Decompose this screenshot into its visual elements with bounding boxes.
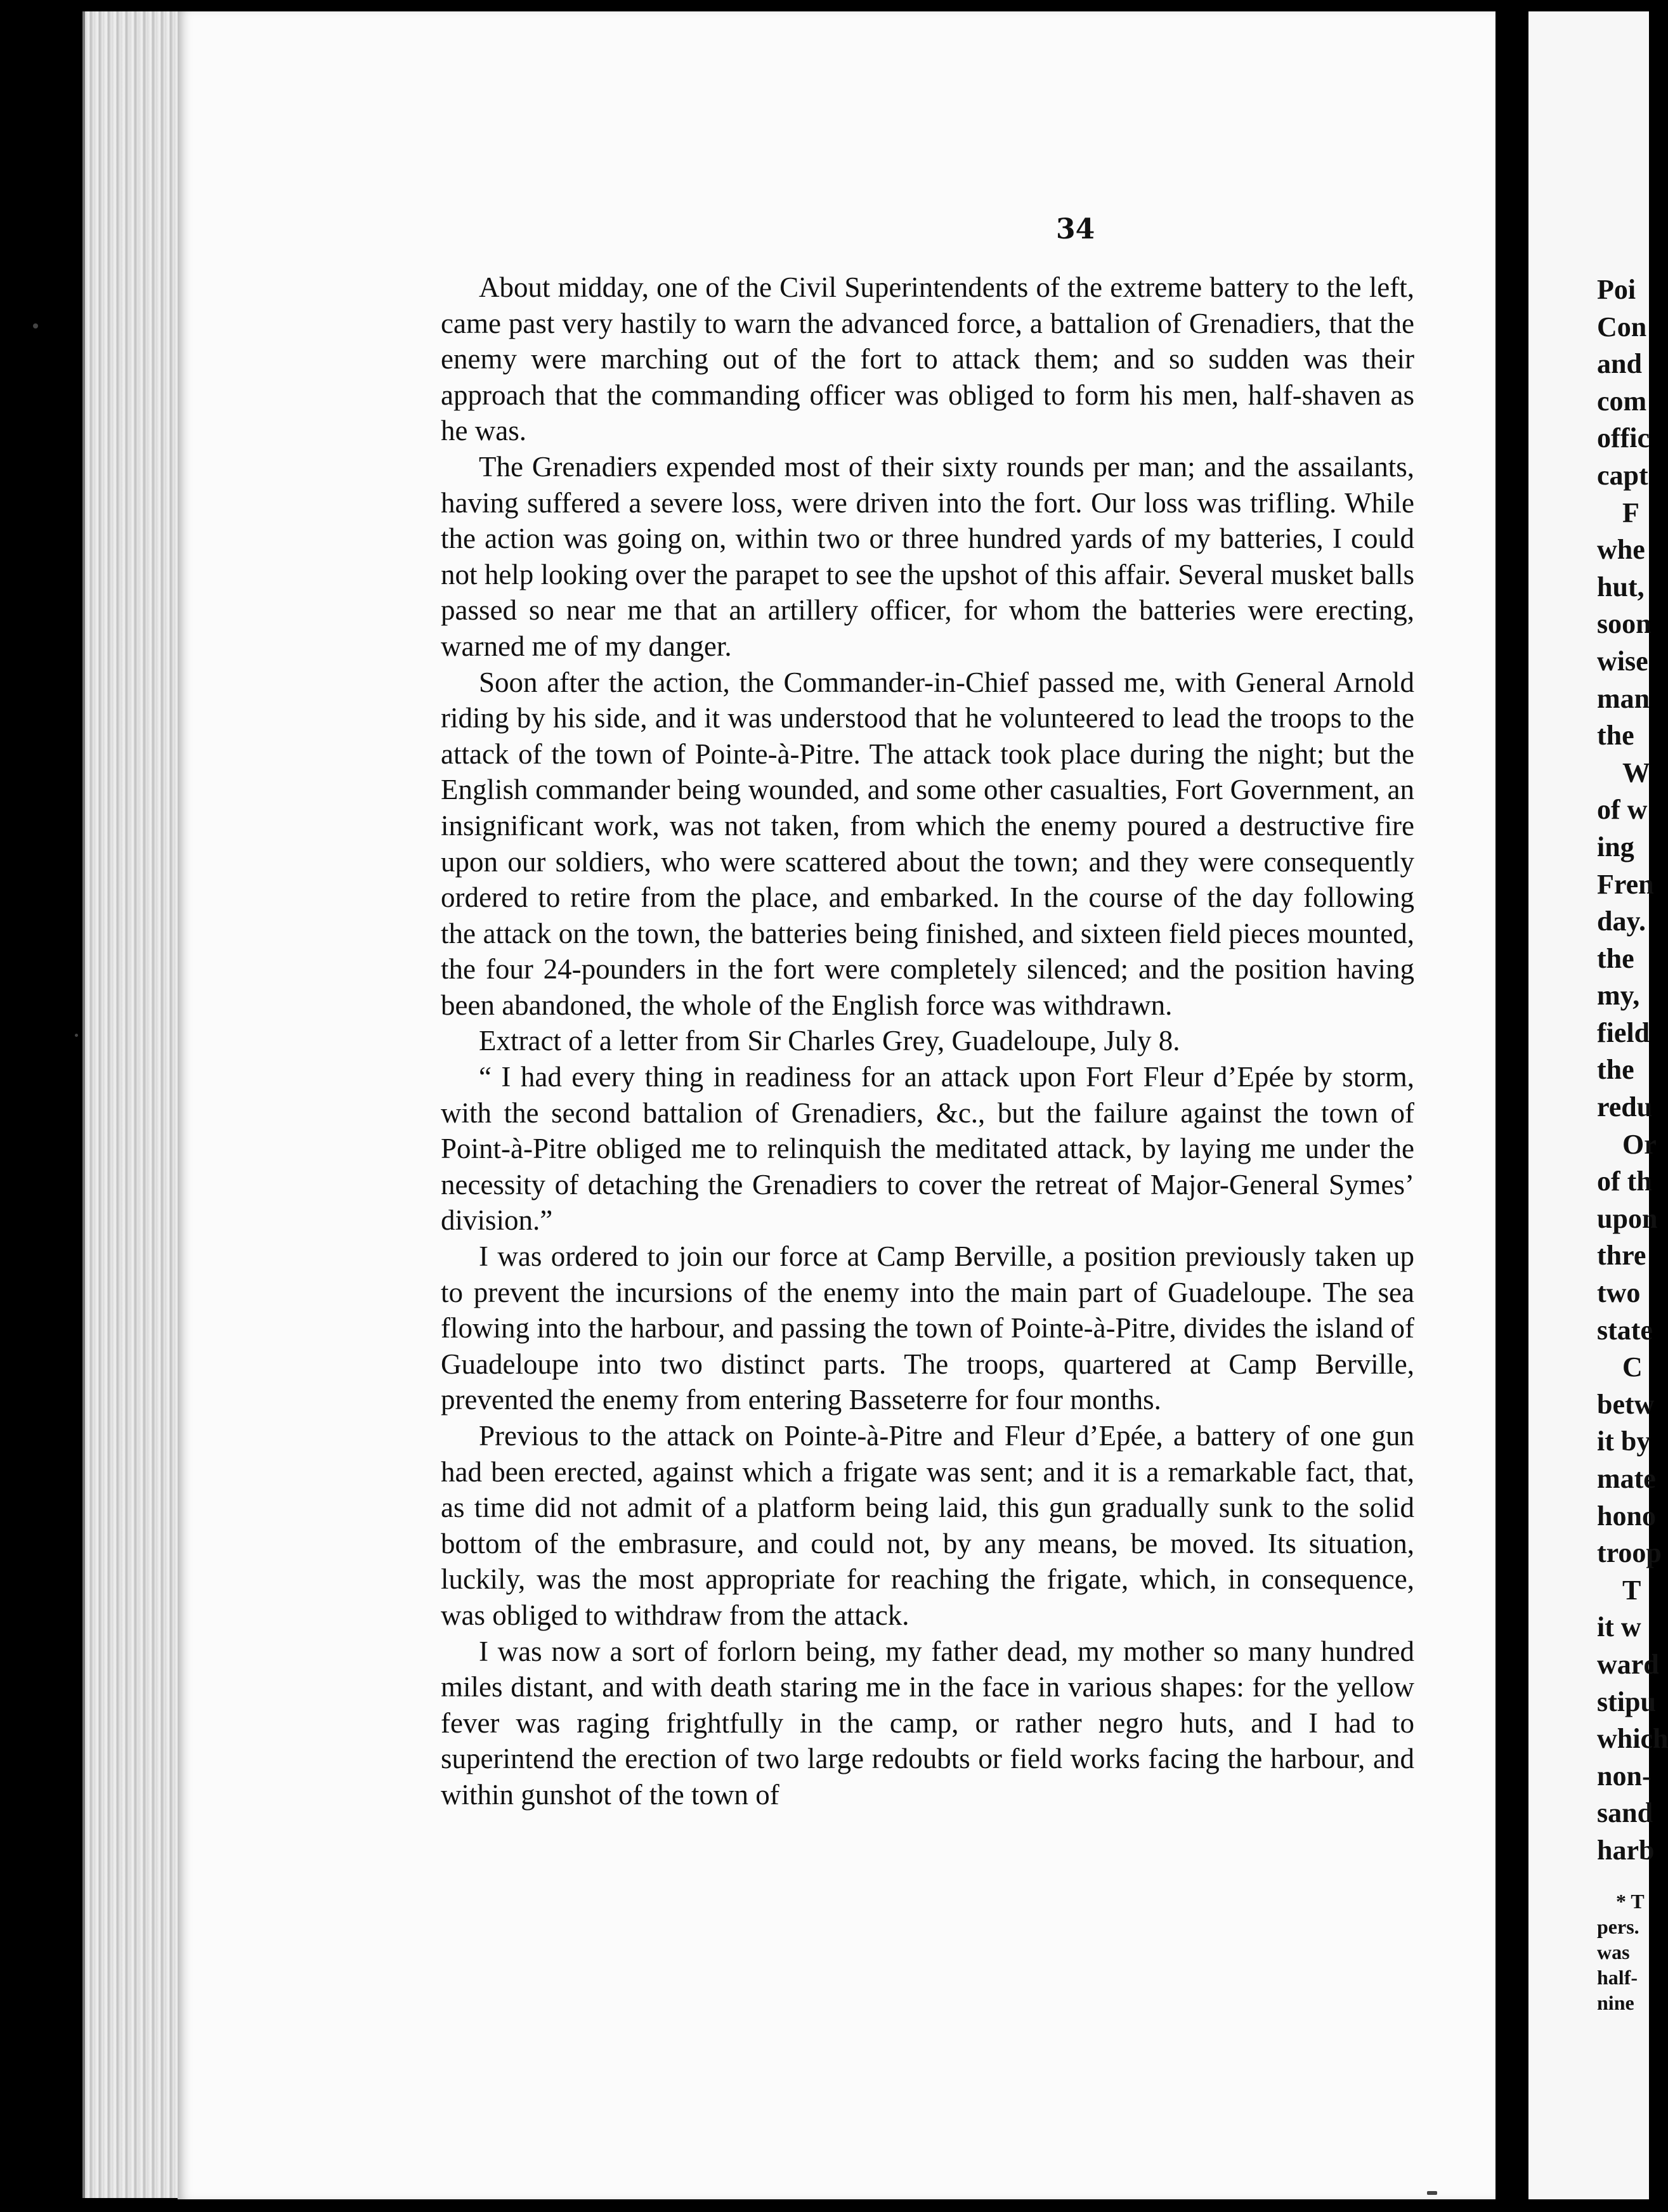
paragraph: I was ordered to join our force at Camp Berville, a position previously taken up to prevent the incursions of the enemy into the main part of Guadeloupe. The sea flowing into the harbour, and passing the town of Pointe-à-Pitre, divides the island of Guadeloupe into two distinct parts. The troops, quartered at Camp Berville, prevented the enemy from entering Basseterre for four months. (441, 1240, 1414, 1416)
facing-line: of th (1597, 1166, 1652, 1197)
paragraph: “ I had every thing in readiness for an attack upon Fort Fleur d’Epée by storm, with the second battalion of Grenadiers, &c., but the failure against the town of Point-à-Pitre obliged me to relinquish the meditated attack, by laying me under the necessity of detaching the Grenadiers to cover the retreat of Major-General Symes’ division.” (441, 1061, 1414, 1237)
facing-line: the (1597, 1054, 1634, 1086)
facing-line: com (1597, 385, 1647, 417)
paragraph: I was now a sort of forlorn being, my father dead, my mother so many hundred miles distant, and with death staring me in the face in various shapes: for the yellow fever was raging frightfully in the camp, or rather negro huts, and I had to superintend the erection of two large redoubts or field works facing the harbour, and within gunshot of the town of (441, 1635, 1414, 1811)
facing-line: hono (1597, 1500, 1656, 1532)
facing-line: non- (1597, 1760, 1652, 1792)
facing-line: which (1597, 1723, 1668, 1755)
facing-line: of w (1597, 794, 1648, 826)
facing-line: man (1597, 682, 1650, 714)
paragraph: About midday, one of the Civil Superintendents of the extreme battery to the left, came past very hastily to warn the advanced force, a battalion of Grenadiers, that the enemy were marching out of the fort to attack them; and so sudden was their approach that the commanding officer was obliged to form his men, half-shaven as he was. (441, 271, 1414, 447)
book-gutter (1495, 0, 1528, 2212)
facing-line: field (1597, 1017, 1650, 1048)
facing-line: T (1622, 1574, 1641, 1606)
facing-line: Con (1597, 311, 1647, 342)
facing-line: ward (1597, 1648, 1659, 1680)
facing-line: day. (1597, 906, 1646, 937)
facing-line: Poi (1597, 274, 1636, 305)
facing-line: soon (1597, 608, 1652, 640)
paragraph: Previous to the attack on Pointe-à-Pitre and Fleur d’Epée, a battery of one gun had been erected, against which a frigate was sent; and it is a remarkable fact, that, as time did not admit of a platform being laid, this gun gradually sunk to the solid bottom of the embrasure, and could not, by any means, be moved. Its situation, luckily, was the most appropriate for reaching the frigate, which, in consequence, was obliged to withdraw from the attack. (441, 1420, 1414, 1631)
facing-line: Or (1622, 1128, 1657, 1160)
paragraph: Extract of a letter from Sir Charles Grey, Guadeloupe, July 8. (479, 1025, 1180, 1057)
facing-line: capt (1597, 459, 1648, 491)
facing-line: W (1622, 757, 1650, 788)
facing-page-text (1597, 271, 1668, 1870)
facing-line: troop (1597, 1537, 1662, 1569)
facing-page-footnote (1597, 1889, 1645, 2015)
facing-line: it w (1597, 1611, 1641, 1643)
facing-line: it by (1597, 1426, 1651, 1457)
facing-footnote-line: nine (1597, 1991, 1634, 2014)
paragraph: Soon after the action, the Commander-in-Chief passed me, with General Arnold riding by his side, and it was understood that he volunteered to lead the troops to the attack of the town of Pointe-à-Pitre. The attack took place during the night; but the English commander being wounded, and some other casualties, Fort Government, an insignificant work, was not taken, from which the enemy poured a destructive fire upon our soldiers, who were scattered about the town; and they were consequently ordered to retire from the place, and embarked. In the course of the day following the attack on the town, the batteries being finished, and sixteen field pieces mounted, the four 24-pounders in the fort were completely silenced; and the position having been abandoned, the whole of the English force was withdrawn. (441, 666, 1414, 1021)
facing-line: the (1597, 720, 1634, 751)
facing-line: whe (1597, 534, 1645, 566)
facing-line: thre (1597, 1240, 1646, 1272)
facing-line: stipu (1597, 1686, 1656, 1717)
paragraph: The Grenadiers expended most of their sixty rounds per man; and the assailants, having suffered a severe loss, were driven into the fort. Our loss was trifling. While the action was going on, within two or three hundred yards of my batteries, I could not help looking over the parapet to see the upshot of this affair. Several musket balls passed so near me that an artillery officer, for whom the batteries were erecting, warned me of my danger. (441, 450, 1414, 662)
facing-line: my, (1597, 980, 1640, 1012)
facing-line: upon (1597, 1202, 1658, 1234)
facing-footnote-line: was (1597, 1941, 1630, 1963)
facing-footnote-line: * T (1616, 1890, 1645, 1913)
facing-line: harb (1597, 1834, 1655, 1866)
facing-line: two (1597, 1277, 1641, 1309)
facing-line: ing (1597, 831, 1634, 862)
scan-speck (33, 323, 38, 329)
facing-line: hut, (1597, 571, 1645, 602)
page-number: 34 (1056, 213, 1095, 245)
facing-line: state (1597, 1314, 1653, 1346)
book-page-edges (82, 11, 186, 2198)
facing-line: betw (1597, 1388, 1655, 1420)
facing-line: the (1597, 942, 1634, 974)
facing-line: redu (1597, 1091, 1653, 1123)
facing-line: Fren (1597, 868, 1654, 900)
facing-line: F (1622, 497, 1639, 528)
facing-line: mate (1597, 1463, 1656, 1494)
main-text-block (441, 270, 1414, 1813)
facing-line: C (1622, 1351, 1643, 1383)
facing-footnote-line: half- (1597, 1966, 1638, 1989)
facing-line: sand (1597, 1797, 1653, 1829)
facing-line: and (1597, 348, 1642, 380)
facing-line: offic (1597, 422, 1650, 454)
facing-page (1528, 11, 1668, 2199)
facing-footnote-line: pers. (1597, 1915, 1639, 1938)
scan-speck (75, 1034, 78, 1037)
facing-line: wise (1597, 645, 1648, 677)
scan-speck (1427, 2191, 1437, 2195)
